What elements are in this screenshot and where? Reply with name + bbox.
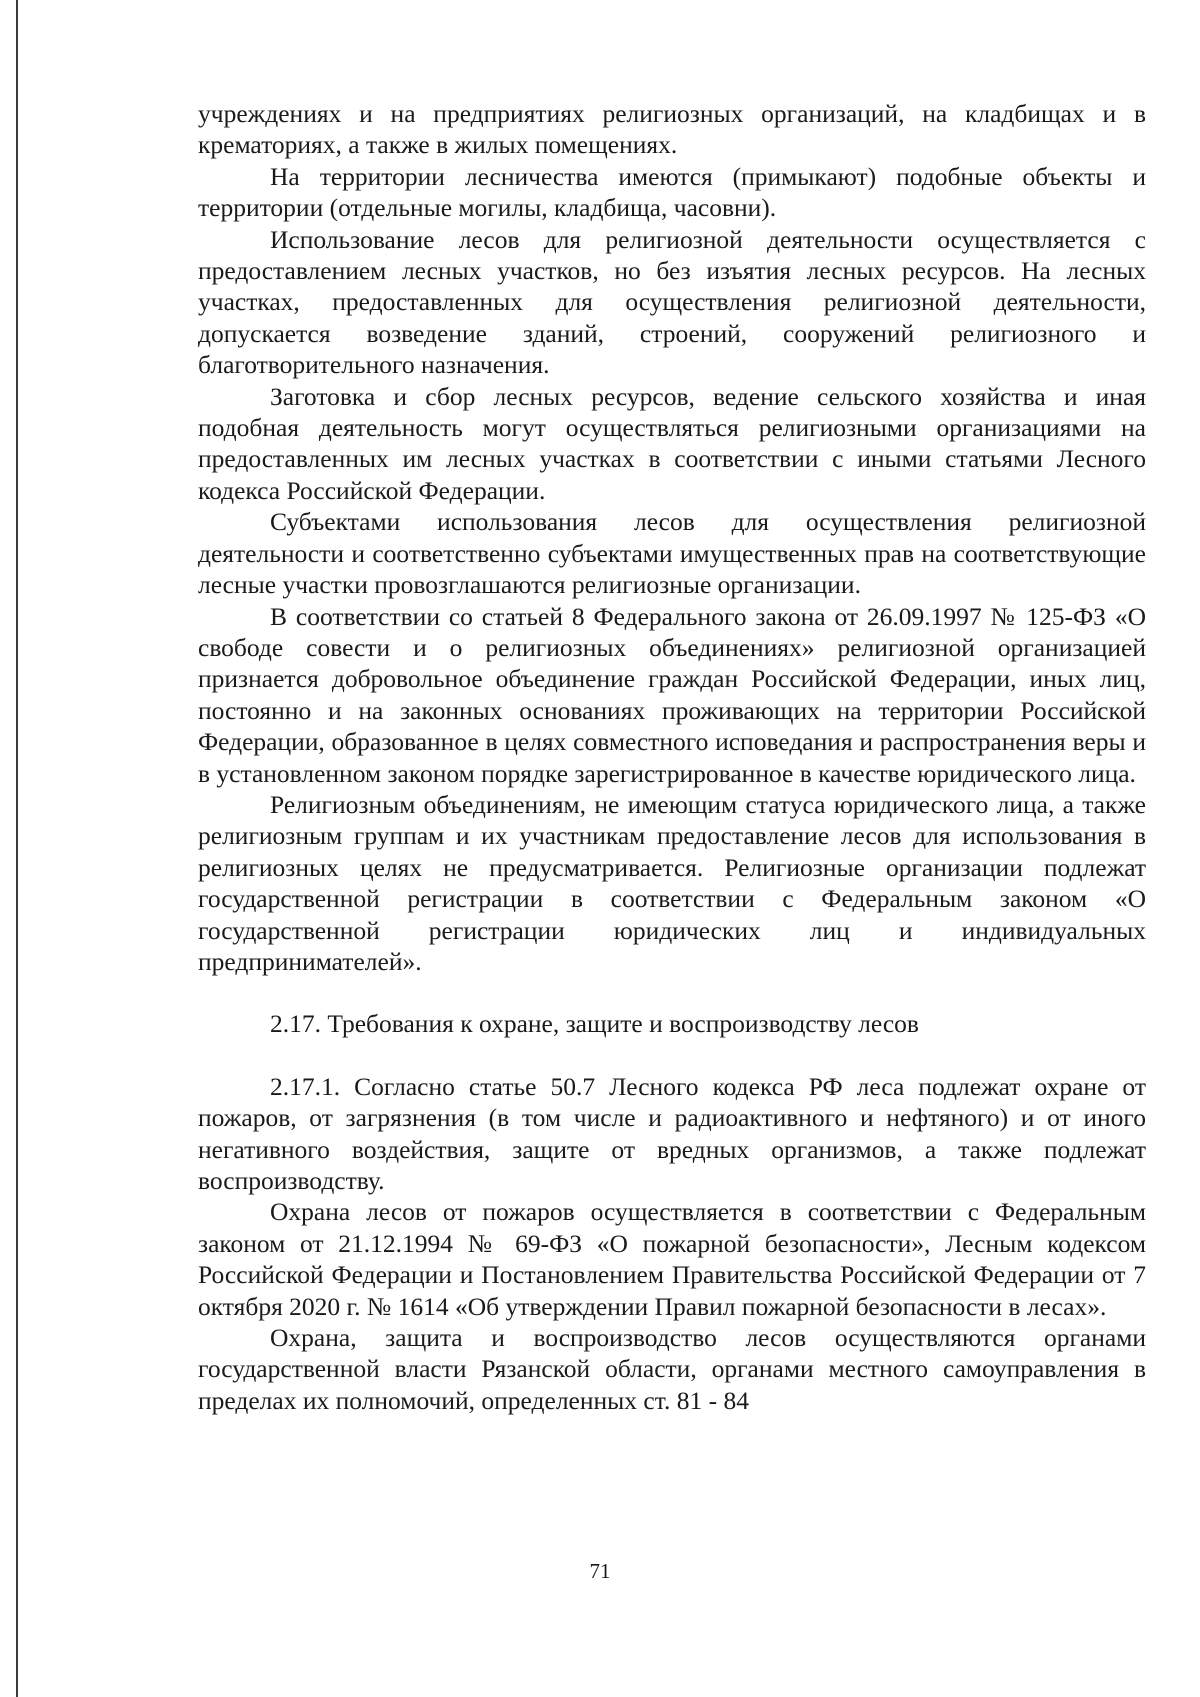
paragraph-continuation: учреждениях и на предприятиях религиозных организаций, на кладбищах и в крематориях, а также в жилых помещениях. — [198, 99, 1146, 160]
paragraph: Охрана, защита и воспроизводство лесов осуществляются органами государственной власти Рязанской области, органами местного самоуправления в пределах их полномочий, определенных ст. 81 - 84 — [198, 1323, 1146, 1415]
paragraph: Охрана лесов от пожаров осуществляется в соответствии с Федеральным законом от 21.12.1994 № 69-ФЗ «О пожарной безопасности», Лесным кодексом Российской Федерации и Постановлением Правительства Российской Федерации от 7 октября 2020 г. № 1614 «Об утверждении Правил пожарной безопасности в лесах». — [198, 1197, 1146, 1321]
paragraph: Использование лесов для религиозной деятельности осуществляется с предоставлением лесных участков, но без изъятия лесных ресурсов. На лесных участках, предоставленных для осуществления религиозной деятельности, допускается возведение зданий, строений, сооружений религиозного и благотворительного назначения. — [198, 224, 1146, 380]
paragraph: На территории лесничества имеются (примыкают) подобные объекты и территории (отдельные могилы, кладбища, часовни). — [198, 161, 1146, 223]
paragraph: Заготовка и сбор лесных ресурсов, ведение сельского хозяйства и иная подобная деятельность могут осуществляться религиозными организациями на предоставленных им лесных участках в соответствии с иными статьями Лесного кодекса Российской Федерации. — [198, 381, 1146, 505]
paragraph: Религиозным объединениям, не имеющим статуса юридического лица, а также религиозным группам и их участникам предоставление лесов для использования в религиозных целях не предусматривается. Религиозные организации подлежат государственной регистрации в соответствии с Федеральным законом «О государственной регистрации юридических лиц и индивидуальных предпринимателей». — [198, 789, 1146, 976]
paragraph: В соответствии со статьей 8 Федерального закона от 26.09.1997 № 125-ФЗ «О свободе совести и о религиозных объединениях» религиозной организацией признается добровольное объединение граждан Российской Федерации, иных лиц, постоянно и на законных основаниях проживающих на территории Российской Федерации, образованное в целях совместного исповедания и распространения веры и в установленном законом порядке зарегистрированное в качестве юридического лица. — [198, 601, 1146, 788]
section-heading: 2.17. Требования к охране, защите и воспроизводству лесов — [270, 1009, 919, 1039]
page-number: 71 — [589, 1559, 611, 1583]
paragraph: Субъектами использования лесов для осуществления религиозной деятельности и соответственно субъектами имущественных прав на соответствующие лесные участки провозглашаются религиозные организации. — [198, 507, 1146, 600]
document-page — [198, 98, 1146, 1416]
paragraph: 2.17.1. Согласно статье 50.7 Лесного кодекса РФ леса подлежат охране от пожаров, от загрязнения (в том числе и радиоактивного и нефтяного) и от иного негативного воздействия, защите от вредных организмов, а также подлежат воспроизводству. — [198, 1071, 1146, 1195]
scan-edge-line — [16, 0, 18, 1697]
